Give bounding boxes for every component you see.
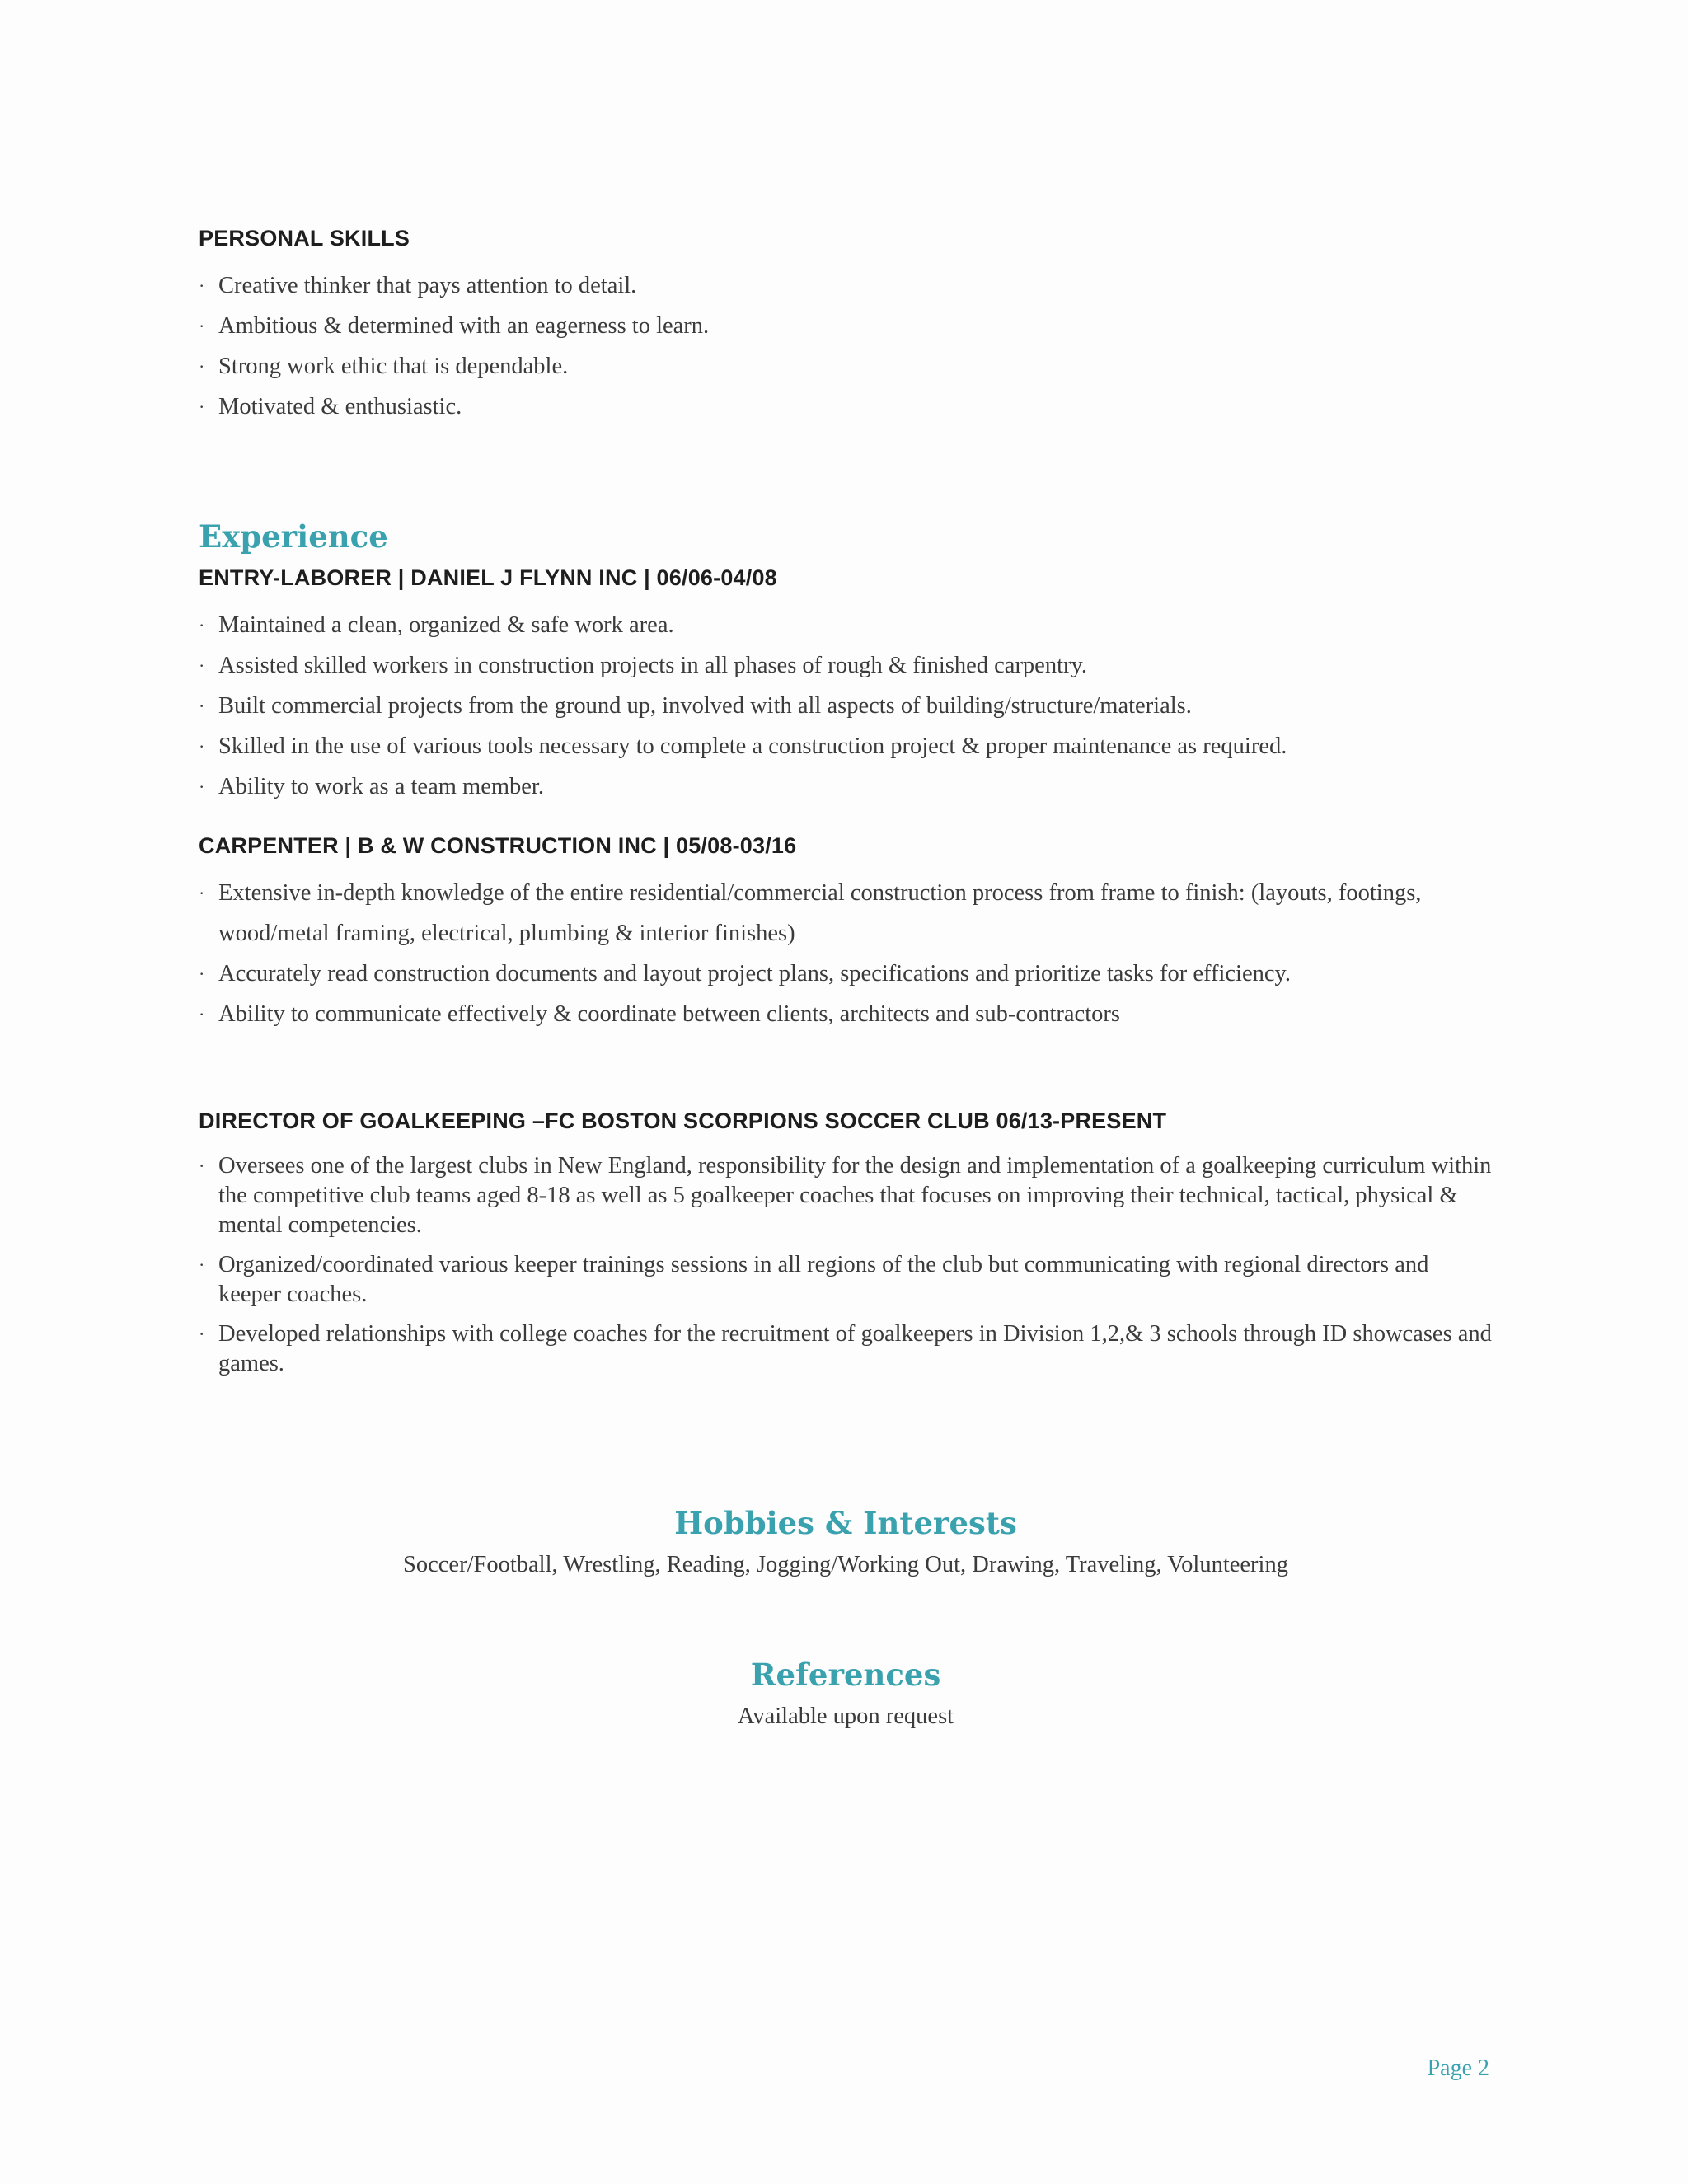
job-heading: ENTRY-LABORER | DANIEL J FLYNN INC | 06/06-04/08 (199, 565, 777, 590)
references-title: References (750, 1657, 941, 1693)
list-item-text: Motivated & enthusiastic. (218, 394, 462, 419)
list-item (199, 1250, 1493, 1310)
bullet-icon: · (199, 776, 205, 797)
page-content (199, 223, 1493, 1733)
bullet-icon: · (199, 963, 205, 984)
job-duties-list (199, 605, 1493, 807)
list-item-text: Creative thinker that pays attention to detail. (218, 273, 637, 298)
page-number: Page 2 (1427, 2055, 1489, 2081)
list-item-text: Oversees one of the largest clubs in New England, responsibility for the design and implementation of a goalkeeping curriculum within the competitive club teams aged 8-18 as well as 5 goalkeeper coaches that focuses on improving their technical, tactical, physical & mental competencies. (218, 1153, 1492, 1238)
bullet-icon: · (199, 655, 205, 676)
personal-skills-section (199, 223, 1493, 427)
job-entry (199, 562, 1493, 807)
bullet-icon: · (199, 736, 205, 757)
bullet-icon: · (199, 356, 205, 377)
list-item (199, 994, 1493, 1034)
hobbies-section (199, 1502, 1493, 1582)
bullet-icon: · (199, 696, 205, 716)
job-duties-list (199, 873, 1493, 1034)
job-entry (199, 830, 1493, 1034)
list-item (199, 605, 1493, 645)
experience-section (199, 516, 1493, 1379)
bullet-icon: · (199, 883, 205, 903)
list-item (199, 645, 1493, 686)
list-item-text: Accurately read construction documents and layout project plans, specifications and prioritize tasks for efficiency. (218, 961, 1292, 987)
list-item (199, 306, 1493, 346)
list-item (199, 873, 1493, 954)
list-item (199, 265, 1493, 306)
list-item (199, 1319, 1493, 1379)
list-item (199, 387, 1493, 427)
personal-skills-list (199, 265, 1493, 427)
list-item (199, 346, 1493, 387)
bullet-icon: · (199, 615, 205, 635)
bullet-icon: · (199, 316, 205, 336)
experience-title: Experience (199, 518, 388, 555)
hobbies-title: Hobbies & Interests (674, 1505, 1017, 1541)
list-item (199, 726, 1493, 766)
list-item (199, 686, 1493, 726)
list-item-text: Strong work ethic that is dependable. (218, 354, 569, 379)
list-item-text: Assisted skilled workers in construction projects in all phases of rough & finished carpentry. (218, 653, 1088, 678)
job-heading: DIRECTOR OF GOALKEEPING –FC BOSTON SCORPIONS SOCCER CLUB 06/13-PRESENT (199, 1108, 1167, 1133)
bullet-icon: · (199, 1004, 205, 1024)
bullet-icon: · (199, 396, 205, 417)
list-item (199, 954, 1493, 994)
list-item-text: Skilled in the use of various tools necessary to complete a construction project & proper maintenance as required. (218, 733, 1287, 759)
list-item-text: Built commercial projects from the ground up, involved with all aspects of building/structure/materials. (218, 693, 1192, 719)
list-item-text: Extensive in-depth knowledge of the entire residential/commercial construction process from frame to finish: (layouts, footings, wood/metal framing, electrical, plumbing & interior finishes) (218, 880, 1422, 946)
bullet-icon: · (199, 1254, 205, 1275)
job-heading: CARPENTER | B & W CONSTRUCTION INC | 05/08-03/16 (199, 833, 797, 858)
list-item-text: Ability to communicate effectively & coordinate between clients, architects and sub-contractors (218, 1001, 1120, 1027)
job-entry (199, 1105, 1493, 1379)
list-item-text: Maintained a clean, organized & safe work area. (218, 612, 674, 638)
hobbies-text: Soccer/Football, Wrestling, Reading, Jogging/Working Out, Drawing, Traveling, Volunteering (403, 1552, 1288, 1577)
list-item-text: Ability to work as a team member. (218, 774, 544, 799)
list-item (199, 766, 1493, 807)
personal-skills-heading: PERSONAL SKILLS (199, 226, 410, 251)
references-section (199, 1654, 1493, 1733)
list-item-text: Organized/coordinated various keeper trainings sessions in all regions of the club but communicating with regional directors and keeper coaches. (218, 1252, 1429, 1307)
bullet-icon: · (199, 1155, 205, 1176)
bullet-icon: · (199, 1324, 205, 1344)
list-item-text: Ambitious & determined with an eagerness to learn. (218, 313, 710, 339)
references-text: Available upon request (737, 1704, 954, 1729)
list-item-text: Developed relationships with college coaches for the recruitment of goalkeepers in Division 1,2,& 3 schools through ID showcases and games. (218, 1321, 1492, 1376)
bullet-icon: · (199, 275, 205, 296)
job-duties-list (199, 1151, 1493, 1379)
list-item (199, 1151, 1493, 1240)
